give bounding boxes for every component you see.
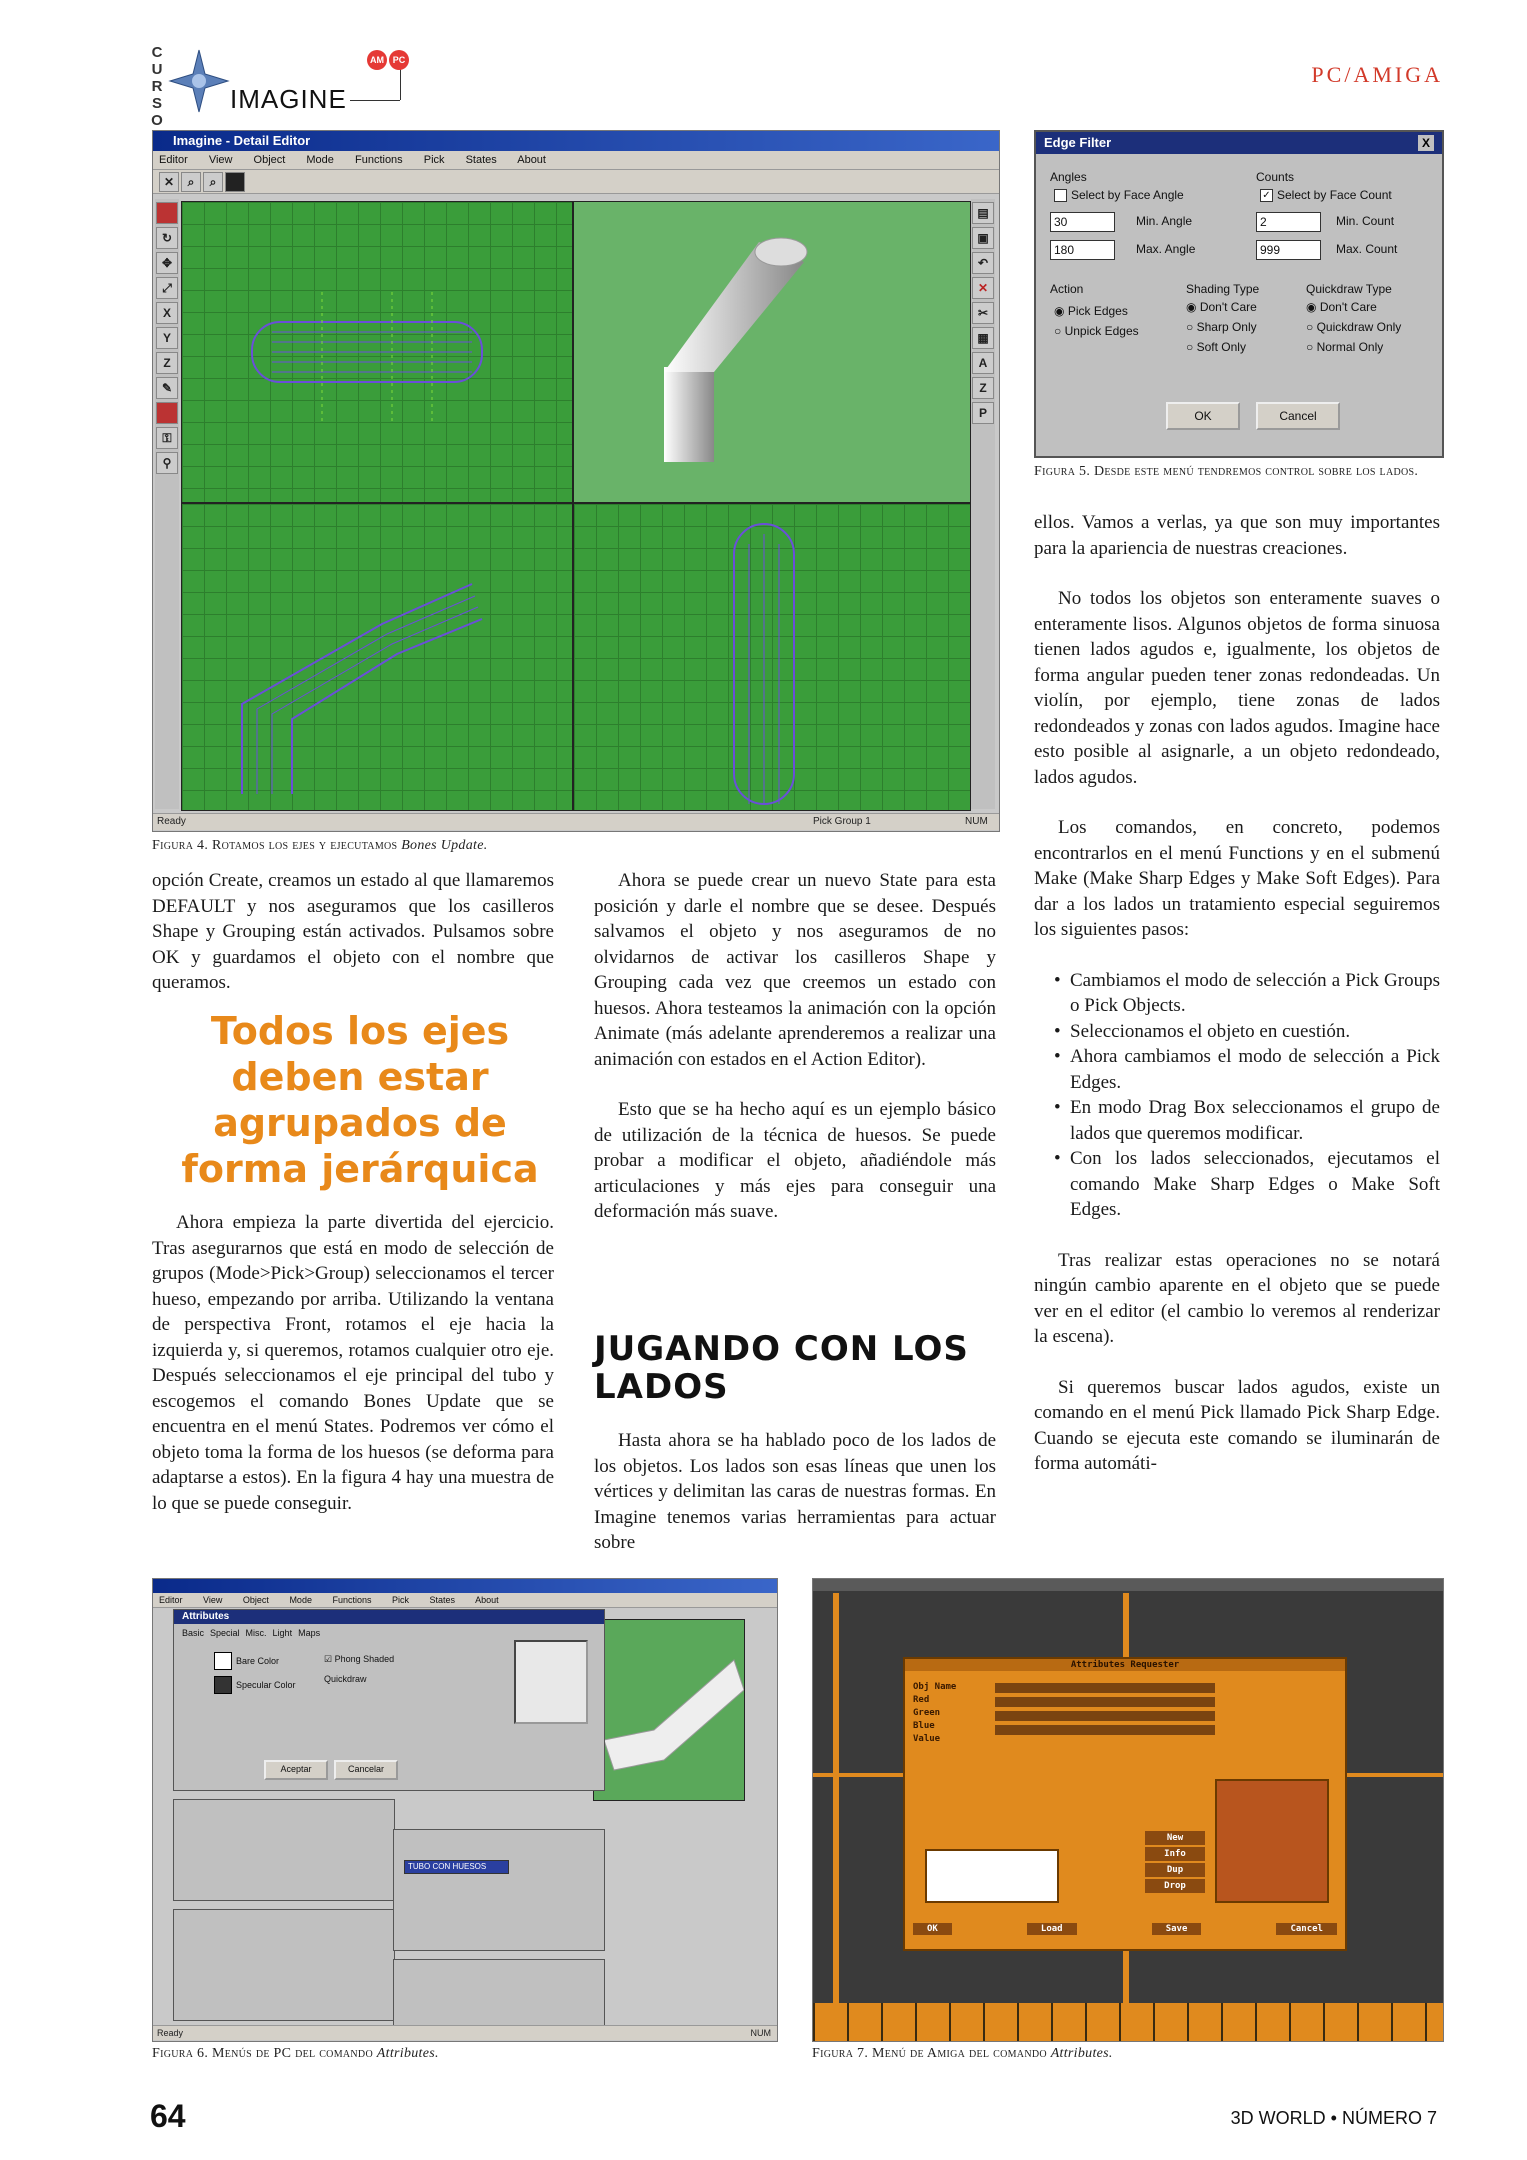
paste-icon[interactable]: ▦ [972, 327, 994, 349]
menu-editor[interactable]: Editor [159, 154, 188, 166]
tool-y-icon[interactable]: Y [156, 327, 178, 349]
amiga-dup-button[interactable]: Dup [1145, 1863, 1205, 1877]
fig6-menu-view[interactable]: View [203, 1595, 223, 1605]
action-label: Action [1050, 282, 1084, 296]
amiga-info-button[interactable]: Info [1145, 1847, 1205, 1861]
search-tool-icon[interactable]: ⌕ [181, 172, 201, 192]
quickdraw-only-radio[interactable]: ○ Quickdraw Only [1306, 320, 1402, 334]
column-3-top [1034, 510, 1440, 1502]
angles-label: Angles [1050, 170, 1087, 184]
menu-pick[interactable]: Pick [423, 154, 445, 166]
viewport-right[interactable] [573, 503, 971, 811]
column-1-bottom [152, 1210, 554, 1541]
attributes-title: Attributes [174, 1610, 604, 1624]
min-count-input[interactable]: 2 [1256, 212, 1321, 232]
amiga-texture-list[interactable] [1215, 1779, 1329, 1903]
min-angle-label: Min. Angle [1136, 214, 1193, 228]
tube-top-view [182, 202, 572, 502]
amiga-guide-left [833, 1593, 839, 2003]
amiga-sliders[interactable] [995, 1679, 1215, 1739]
open-folder-icon[interactable]: ▤ [972, 202, 994, 224]
tool-lock-icon[interactable]: ⚿ [156, 427, 178, 449]
amiga-color-preview [925, 1849, 1059, 1903]
tube-front-view [182, 504, 572, 810]
quickdraw-label: Quickdraw [324, 1674, 367, 1684]
save-disk-icon[interactable]: ▣ [972, 227, 994, 249]
menu-states[interactable]: States [465, 154, 497, 166]
tool-pin-icon[interactable]: ⚲ [156, 452, 178, 474]
fig6-status-ready: Ready [157, 2028, 184, 2038]
figure-4-screenshot [152, 130, 1000, 832]
normal-only-radio[interactable]: ○ Normal Only [1306, 340, 1384, 354]
tool-bone-icon[interactable] [156, 402, 178, 424]
qd-dont-care-radio[interactable]: ◉ Don't Care [1306, 300, 1377, 314]
col3-p3: Los comandos, en concreto, podemos encontrarlos en el menú Functions y en el submenú Make (Make Sharp Edges y Make Soft Edges). Para dar a los lados un tratamiento especial seguiremos los siguientes pasos: [1034, 817, 1440, 940]
status-ready: Ready [157, 816, 186, 827]
bare-color-row[interactable]: Bare Color [214, 1652, 279, 1670]
cut-icon[interactable]: ✂ [972, 302, 994, 324]
status-bar [153, 813, 999, 830]
tool-scale-icon[interactable]: ⤢ [156, 277, 178, 299]
specular-color-row[interactable]: Specular Color [214, 1676, 296, 1694]
tool-red-icon[interactable] [156, 202, 178, 224]
tab-light[interactable]: Light [272, 1628, 293, 1638]
amiga-slider-blue[interactable] [995, 1711, 1215, 1721]
shading-label: Shading Type [1186, 282, 1260, 296]
steps-list [1034, 968, 1440, 1223]
max-count-input[interactable]: 999 [1256, 240, 1321, 260]
figure-7-screenshot [812, 1578, 1444, 2042]
tube-side-view [574, 504, 970, 810]
list-item: • Seleccionamos el objeto en cuestión. [1054, 1019, 1440, 1045]
fig6-menu-bar [153, 1593, 777, 1608]
fig6-menu-states[interactable]: States [429, 1595, 456, 1605]
sharp-only-radio[interactable]: ○ Sharp Only [1186, 320, 1257, 334]
phong-checkbox[interactable]: ☑ Phong Shaded [324, 1654, 395, 1664]
list-item: • En modo Drag Box seleccionamos el grupo de lados que queremos modificar. [1054, 1095, 1440, 1146]
attributes-dialog [173, 1609, 605, 1791]
menu-bar [153, 151, 999, 170]
col3-p5: Si queremos buscar lados agudos, existe un comando en el menú Pick llamado Pick Sharp Edge. Cuando se ejecuta este comando se iluminarán de forma automáti- [1034, 1376, 1440, 1474]
select-face-angle[interactable]: Select by Face Angle [1054, 188, 1184, 202]
face-angle-checkbox[interactable] [1054, 189, 1067, 202]
ok-button[interactable]: OK [1166, 402, 1240, 430]
amiga-cancel-button[interactable]: Cancel [1276, 1923, 1337, 1935]
tool-z-button[interactable]: Z [972, 377, 994, 399]
amiga-green-label: Green [913, 1708, 941, 1718]
undo-icon[interactable]: ↶ [972, 252, 994, 274]
special-dialog [173, 1799, 395, 1901]
menu-functions[interactable]: Functions [354, 154, 403, 166]
col3-p4: Tras realizar estas operaciones no se notará ningún cambio aparente en el objeto que se puede ver en el editor (el cambio lo veremos al renderizar la escena). [1034, 1249, 1440, 1347]
list-item: • Ahora cambiamos el modo de selección a Pick Edges. [1054, 1044, 1440, 1095]
magazine-footer: 3D WORLD • NÚMERO 7 [1230, 2108, 1437, 2128]
list-item: • Cambiamos el modo de selección a Pick Groups o Pick Objects. [1054, 968, 1440, 1019]
amiga-slider-red[interactable] [995, 1683, 1215, 1693]
misc-dialog [393, 1829, 605, 1951]
amiga-slider-value[interactable] [995, 1725, 1215, 1735]
fig6-menu-object[interactable]: Object [242, 1595, 269, 1605]
column-1 [152, 868, 554, 1021]
tool-x-icon[interactable]: X [156, 302, 178, 324]
fig6-status-bar [153, 2025, 777, 2040]
pc-badge: PC [389, 50, 409, 70]
col2-p2: Esto que se ha hecho aquí es un ejemplo básico de utilización de la técnica de huesos. Se puede probar a modificar el objeto, añadiéndole más articulaciones y más ejes para conseguir una deformación más suave. [594, 1099, 996, 1222]
min-count-label: Min. Count [1336, 214, 1395, 228]
tool-a-button[interactable]: A [972, 352, 994, 374]
amiga-ok-button[interactable]: OK [913, 1923, 952, 1935]
menu-view[interactable]: View [208, 154, 233, 166]
material-preview [514, 1640, 588, 1724]
fig6-menu-about[interactable]: About [475, 1595, 499, 1605]
cancel-icon[interactable]: ✕ [972, 277, 994, 299]
tool-edit-icon[interactable]: ✎ [156, 377, 178, 399]
page-number: 64 [150, 2098, 186, 2134]
specular-color-swatch[interactable] [214, 1676, 232, 1694]
cancel-button[interactable]: Cancel [1256, 402, 1340, 430]
amiga-value-label: Value [913, 1734, 941, 1744]
logo-star-icon [168, 48, 230, 114]
fig6-menu-functions[interactable]: Functions [332, 1595, 372, 1605]
status-pick-group: Pick Group 1 [813, 816, 871, 827]
pick-edges-radio[interactable]: ◉ Pick Edges [1054, 304, 1128, 318]
amiga-slider-green[interactable] [995, 1697, 1215, 1707]
amiga-attributes-panel [903, 1657, 1347, 1951]
amiga-obj-name-label: Obj Name [913, 1682, 957, 1692]
column-2 [594, 868, 996, 1250]
quickdraw-label: Quickdraw Type [1306, 282, 1392, 296]
max-angle-input[interactable]: 180 [1050, 240, 1115, 260]
block-tool-icon[interactable] [225, 172, 245, 192]
fig6-menu-editor[interactable]: Editor [159, 1595, 183, 1605]
col3-p2: No todos los objetos son enteramente suaves o enteramente lisos. Algunos objetos de forma sinuosa tienen lados agudos e, igualmente, los objetos de forma angular pueden tener zonas redondeadas. Un violín, por ejemplo, tiene zonas de lados redondeados y zonas con lados agudos. Imagine hace esto posible al asignarle, a un objeto redondeado, lados agudos. [1034, 588, 1440, 788]
menu-object[interactable]: Object [253, 154, 286, 166]
tool-rotate-icon[interactable]: ↻ [156, 227, 178, 249]
cancelar-button[interactable]: Cancelar [334, 1760, 398, 1780]
amiga-bottom-buttons [913, 1923, 1337, 1935]
list-item: • Con los lados seleccionados, ejecutamos el comando Make Sharp Edges o Make Soft Edges. [1054, 1146, 1440, 1223]
amiga-action-buttons [1145, 1829, 1205, 1895]
tool-p-button[interactable]: P [972, 402, 994, 424]
col2-p3: Hasta ahora se ha hablado poco de los lados de los objetos. Los lados son esas líneas que unen los vértices y delimitan las caras de nuestras formas. En Imagine tenemos varias herramientas para actuar sobre [594, 1430, 996, 1553]
face-count-checkbox[interactable]: ✓ [1260, 189, 1273, 202]
tab-special[interactable]: Special [210, 1628, 240, 1638]
delete-tool-icon[interactable]: ✕ [159, 172, 179, 192]
pull-quote: Todos los ejes deben estar agrupados de forma jerárquica [181, 1009, 539, 1191]
fig6-status-num: NUM [750, 2028, 771, 2038]
menu-about[interactable]: About [517, 154, 546, 166]
column-2-bottom [594, 1428, 996, 1581]
logo-text: IMAGINE [230, 84, 347, 114]
logo-vertical-text: CURSO [151, 44, 163, 129]
amiga-labels [913, 1681, 956, 1746]
figure-6-caption: Figura 6. Menús de PC del comando Attributes. [152, 2046, 439, 2061]
edge-filter-dialog [1034, 130, 1444, 458]
section-heading: JUGANDO CON LOS LADOS [594, 1329, 969, 1407]
unpick-edges-radio[interactable]: ○ Unpick Edges [1054, 324, 1139, 338]
max-angle-label: Max. Angle [1136, 242, 1196, 256]
close-icon[interactable]: X [1418, 135, 1434, 151]
amiga-save-button[interactable]: Save [1152, 1923, 1202, 1935]
fig6-menu-mode[interactable]: Mode [289, 1595, 312, 1605]
tab-misc[interactable]: Misc. [245, 1628, 267, 1638]
tube-perspective-render [574, 202, 970, 502]
figure-7-caption: Figura 7. Menú de Amiga del comando Attributes. [812, 2046, 1113, 2061]
viewport-top[interactable] [181, 201, 573, 503]
light-dialog [173, 1909, 395, 2021]
fig6-tube-render [594, 1620, 744, 1800]
amiga-red-label: Red [913, 1695, 930, 1705]
amiga-drop-button[interactable]: Drop [1145, 1879, 1205, 1893]
amiga-title-bar [813, 1579, 1443, 1591]
amiga-new-button[interactable]: New [1145, 1831, 1205, 1845]
fig6-menu-pick[interactable]: Pick [392, 1595, 410, 1605]
figure-5-caption: Figura 5. Desde este menú tendremos control sobre los lados. [1034, 464, 1419, 479]
figure-4-caption: Figura 4. Rotamos los ejes y ejecutamos Bones Update. [152, 838, 488, 853]
select-face-count[interactable]: ✓ Select by Face Count [1260, 188, 1392, 202]
zoom-tool-icon[interactable]: ⌕ [203, 172, 223, 192]
status-num: NUM [965, 816, 988, 827]
bare-color-swatch[interactable] [214, 1652, 232, 1670]
amiga-badge: AM [367, 50, 387, 70]
window-title: Imagine - Detail Editor [153, 131, 999, 151]
viewport-perspective[interactable] [573, 201, 971, 503]
col3-p1: ellos. Vamos a verlas, ya que son muy importantes para la apariencia de nuestras creaciones. [1034, 512, 1440, 559]
amiga-blue-label: Blue [913, 1721, 935, 1731]
section-title: PC/AMIGA [1311, 62, 1443, 87]
dont-care-radio[interactable]: ◉ Don't Care [1186, 300, 1257, 314]
min-angle-input[interactable]: 30 [1050, 212, 1115, 232]
maps-dialog [393, 1959, 605, 2031]
amiga-command-strip[interactable] [813, 2003, 1443, 2041]
tool-z-icon[interactable]: Z [156, 352, 178, 374]
tab-basic[interactable]: Basic [182, 1628, 205, 1638]
logo-underline [350, 100, 400, 101]
fig6-title-bar [153, 1579, 777, 1593]
max-count-label: Max. Count [1336, 242, 1398, 256]
col1-p1: opción Create, creamos un estado al que llamaremos DEFAULT y nos aseguramos que los casilleros Shape y Grouping están activados. Pulsamos sobre OK y guardamos el objeto con el nombre que queramos. [152, 870, 554, 993]
object-name-field[interactable]: TUBO CON HUESOS [404, 1860, 509, 1874]
col2-p1: Ahora se puede crear un nuevo State para esta posición y darle el nombre que se desee. Después salvamos el objeto y nos aseguramos de no olvidarnos de activar los casilleros Shape y Grouping cada vez que creemos un estado con huesos. Ahora testeamos la animación con la opción Animate (más adelante aprenderemos a realizar una animación con estados en el Action Editor). [594, 870, 996, 1070]
col1-p2: Ahora empieza la parte divertida del ejercicio. Tras asegurarnos que está en modo de selección de grupos (Mode>Pick>Group) seleccionamos el tercer hueso, empezando por arriba. Utilizando la ventana de perspectiva Front, rotamos el eje hacia la izquierda y, si queremos, rotamos cualquier otro eje. Después seleccionamos el eje principal del tubo y escogemos el comando Bones Update que se encuentra en el menú States. Podremos ver cómo el objeto toma la forma de los huesos (se deforma para adaptarse a estos). En la figura 4 hay una muestra de lo que se puede conseguir. [152, 1212, 554, 1514]
soft-only-radio[interactable]: ○ Soft Only [1186, 340, 1246, 354]
left-toolbar [155, 199, 179, 809]
menu-mode[interactable]: Mode [306, 154, 334, 166]
tool-move-icon[interactable]: ✥ [156, 252, 178, 274]
viewport-front[interactable] [181, 503, 573, 811]
aceptar-button[interactable]: Aceptar [264, 1760, 328, 1780]
figure-6-screenshot [152, 1578, 778, 2042]
right-toolbar [971, 199, 995, 809]
dialog-title: Edge Filter X [1036, 132, 1442, 154]
counts-label: Counts [1256, 170, 1295, 184]
fig6-viewport [593, 1619, 745, 1801]
amiga-panel-title: Attributes Requester [905, 1659, 1345, 1671]
amiga-load-button[interactable]: Load [1027, 1923, 1077, 1935]
tab-maps[interactable]: Maps [298, 1628, 321, 1638]
